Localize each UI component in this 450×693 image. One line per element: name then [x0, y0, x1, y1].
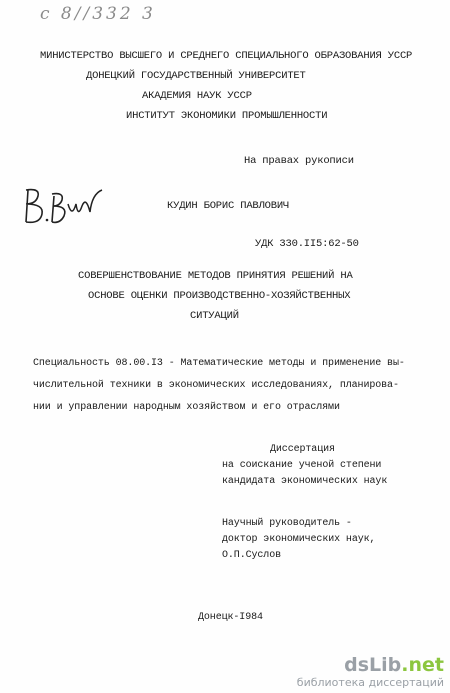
advisor-degree: доктор экономических наук,: [222, 534, 376, 545]
handwritten-signature: [18, 182, 108, 232]
dissertation-degree: кандидата экономических наук: [222, 476, 388, 487]
udk-code: УДК 330.II5:62-50: [255, 238, 359, 250]
dissertation-label: Диссертация: [270, 444, 335, 455]
specialty-line: нии и управлении народным хозяйством и его отраслями: [33, 402, 340, 413]
specialty-line: числительной техники в экономических исследованиях, планирова-: [33, 380, 399, 391]
ministry-line: МИНИСТЕРСТВО ВЫСШЕГО И СРЕДНЕГО СПЕЦИАЛЬНОГО ОБРАЗОВАНИЯ УССР: [40, 50, 413, 62]
title-line: ОСНОВЕ ОЦЕНКИ ПРОИЗВОДСТВЕННО-ХОЗЯЙСТВЕННЫХ: [88, 290, 351, 302]
title-line: СОВЕРШЕНСТВОВАНИЕ МЕТОДОВ ПРИНЯТИЯ РЕШЕНИЙ НА: [78, 270, 353, 282]
title-line: СИТУАЦИЙ: [190, 310, 239, 322]
specialty-line: Специальность 08.00.I3 - Математические методы и применение вы-: [33, 358, 405, 369]
author-name: КУДИН БОРИС ПАВЛОВИЧ: [167, 200, 290, 212]
academy-line: АКАДЕМИЯ НАУК УССР: [142, 90, 252, 102]
advisor-label: Научный руководитель -: [222, 518, 352, 529]
rights-notice: На правах рукописи: [244, 155, 354, 167]
dissertation-degree: на соискание ученой степени: [222, 460, 382, 471]
dslib-watermark-logo: [297, 656, 444, 689]
advisor-name: О.П.Суслов: [222, 550, 282, 561]
institute-line: ИНСТИТУТ ЭКОНОМИКИ ПРОМЫШЛЕННОСТИ: [126, 110, 328, 122]
university-line: ДОНЕЦКИЙ ГОСУДАРСТВЕННЫЙ УНИВЕРСИТЕТ: [86, 70, 306, 82]
watermark-subtitle: библиотека диссертаций: [296, 676, 444, 689]
watermark-brand: dsLib.net: [344, 654, 444, 676]
city-year: Донецк-I984: [198, 612, 263, 623]
archive-stamp: с 8//332 3: [40, 4, 156, 24]
